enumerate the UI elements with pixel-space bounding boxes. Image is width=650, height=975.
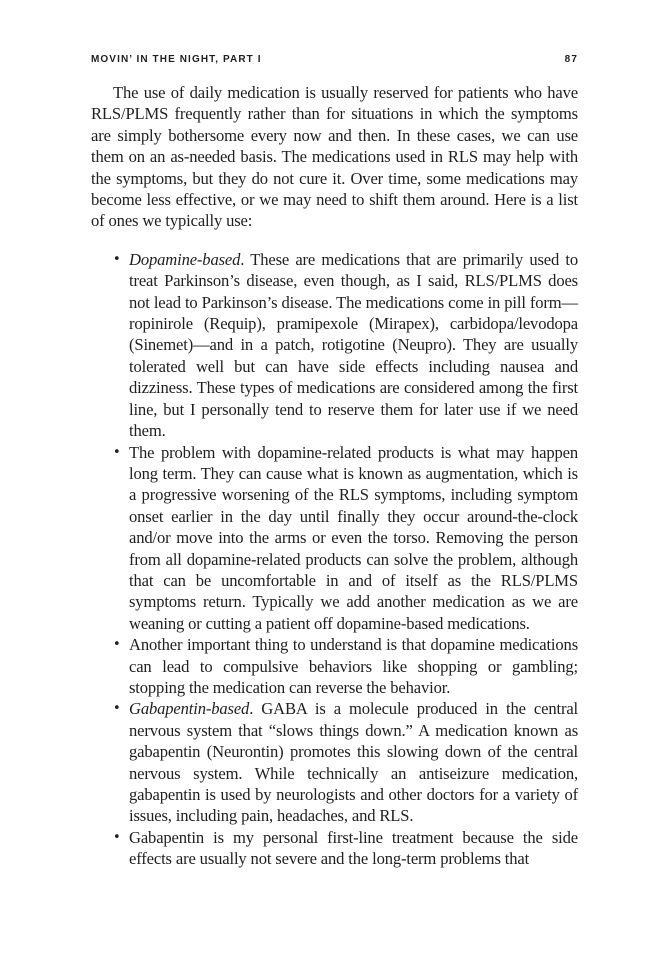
list-item-text: . GABA is a molecule produced in the central nervous system that “slows things down.” A medication known as gabapentin (Neurontin) promotes this slowing down of the central nervous system. While technically an antiseizure medication, gabapentin is used by neurologists and other doctors for a variety of issues, including pain, headaches, and RLS.	[129, 699, 578, 826]
list-item-lead: Dopamine-based	[129, 249, 241, 269]
bullet-icon: •	[113, 637, 121, 653]
running-title: MOVIN’ IN THE NIGHT, PART I	[91, 54, 262, 65]
list-item-dopamine-based	[91, 249, 578, 442]
bullet-icon: •	[113, 251, 121, 267]
bullet-icon: •	[113, 701, 121, 717]
page-number: 87	[564, 54, 578, 65]
list-item-augmentation	[91, 442, 578, 635]
bullet-icon: •	[113, 444, 121, 460]
medication-list	[91, 249, 578, 870]
body-text	[91, 82, 578, 870]
list-item-gabapentin-based	[91, 698, 578, 826]
bullet-icon: •	[113, 829, 121, 845]
running-head	[91, 54, 578, 70]
list-item-compulsive-behaviors	[91, 634, 578, 698]
list-item-text: . These are medications that are primarily used to treat Parkinson’s disease, even though, as I said, RLS/PLMS does not lead to Parkinson’s disease. The medications come in pill form—ropinirole (Requip), pramipexole (Mirapex), carbidopa/levodopa (Sinemet)—and in a patch, rotigotine (Neupro). They are usually tolerated well but can have side effects including nausea and dizziness. These types of medications are considered among the first line, but I personally tend to reserve them for later use if we need them.	[129, 249, 578, 441]
list-item-text: Another important thing to understand is that dopamine medications can lead to compulsive behaviors like shopping or gambling; stopping the medication can reverse the behavior.	[129, 635, 578, 697]
list-item-lead: Gabapentin-based	[129, 699, 250, 719]
list-item-gabapentin-first-line	[91, 827, 578, 870]
list-item-text: The problem with dopamine-related products is what may happen long term. They can cause what is known as augmentation, which is a progressive worsening of the RLS symptoms, including symptom onset earlier in the day until finally they occur around-the-clock and/or move into the arms or even the torso. Removing the person from all dopamine-related products can solve the problem, although that can be uncomfortable in and of itself as the RLS/PLMS symptoms return. Typically we add another medication as we are weaning or cutting a patient off dopamine-based medications.	[129, 442, 578, 633]
list-item-text: Gabapentin is my personal first-line treatment because the side effects are usually not severe and the long-term problems that	[129, 827, 578, 869]
intro-paragraph: The use of daily medication is usually reserved for patients who have RLS/PLMS frequently rather than for situations in which the symptoms are simply bothersome every now and then. In these cases, we can use them on an as-needed basis. The medications used in RLS may help with the symptoms, but they do not cure it. Over time, some medications may become less effective, or we may need to shift them around. Here is a list of ones we typically use:	[91, 83, 578, 231]
